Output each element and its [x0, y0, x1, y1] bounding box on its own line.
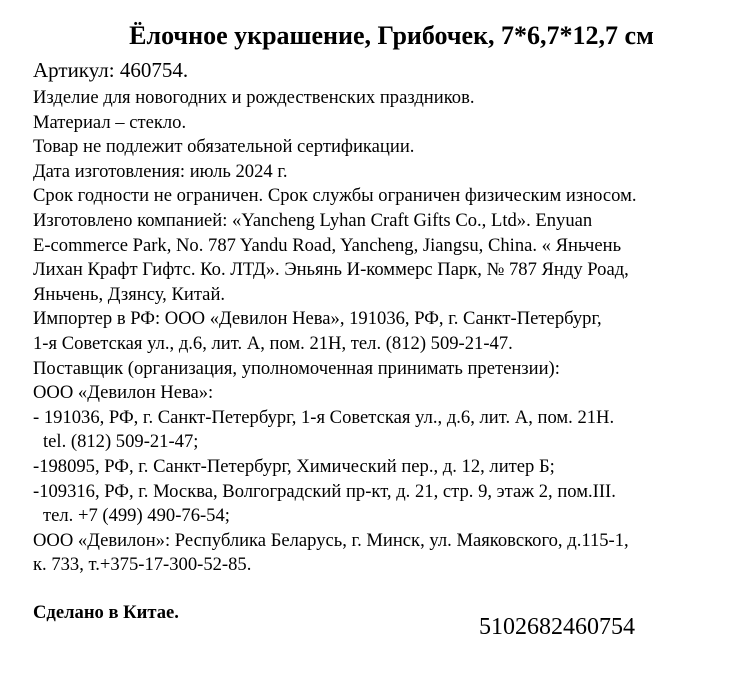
importer-line-1: Импортер в РФ: ООО «Девилон Нева», 191036, РФ, г. Санкт-Петербург, [33, 308, 602, 330]
label-body [33, 86, 723, 578]
usage-line: Изделие для новогодних и рождественских праздников. [33, 87, 475, 108]
article-number: Артикул: 460754. [33, 58, 189, 82]
supplier-heading: Поставщик (организация, уполномоченная принимать претензии): [33, 357, 560, 379]
manufacture-date-line: Дата изготовления: июль 2024 г. [33, 160, 288, 182]
material-line: Материал – стекло. [33, 111, 187, 133]
importer-line-2: 1-я Советская ул., д.6, лит. А, пом. 21Н, тел. (812) 509-21-47. [33, 332, 513, 354]
made-in-label: Сделано в Китае. [33, 602, 179, 623]
supplier-name: ООО «Девилон Нева»: [33, 382, 214, 404]
manufacturer-line-4: Яньчень, Дзянсу, Китай. [33, 283, 226, 305]
manufacturer-line-3: Лихан Крафт Гифтс. Ко. ЛТД». Эньянь И-коммерс Парк, № 787 Янду Роад, [33, 259, 629, 281]
manufacturer-line-2: E-commerce Park, No. 787 Yandu Road, Yancheng, Jiangsu, China. « Яньчень [33, 234, 622, 256]
certification-line: Товар не подлежит обязательной сертификации. [33, 136, 415, 158]
product-title: Ёлочное украшение, Грибочек, 7*6,7*12,7 см [129, 21, 654, 50]
supplier-address-1: - 191036, РФ, г. Санкт-Петербург, 1-я Советская ул., д.6, лит. А, пом. 21Н. [33, 406, 615, 428]
barcode-number: 5102682460754 [479, 614, 635, 640]
supplier-address-3: -109316, РФ, г. Москва, Волгоградский пр-кт, д. 21, стр. 9, этаж 2, пом.III. [33, 480, 616, 502]
manufacturer-line-1: Изготовлено компанией: «Yancheng Lyhan Craft Gifts Co., Ltd». Enyuan [33, 209, 593, 231]
supplier-phone-3: тел. +7 (499) 490-76-54; [43, 505, 230, 527]
belarus-supplier-line-1: ООО «Девилон»: Республика Беларусь, г. Минск, ул. Маяковского, д.115-1, [33, 529, 629, 551]
shelf-life-line: Срок годности не ограничен. Срок службы ограничен физическим износом. [33, 185, 637, 207]
supplier-phone-1: tel. (812) 509-21-47; [43, 431, 199, 453]
belarus-supplier-line-2: к. 733, т.+375-17-300-52-85. [33, 554, 252, 576]
supplier-address-2: -198095, РФ, г. Санкт-Петербург, Химический пер., д. 12, литер Б; [33, 455, 555, 477]
